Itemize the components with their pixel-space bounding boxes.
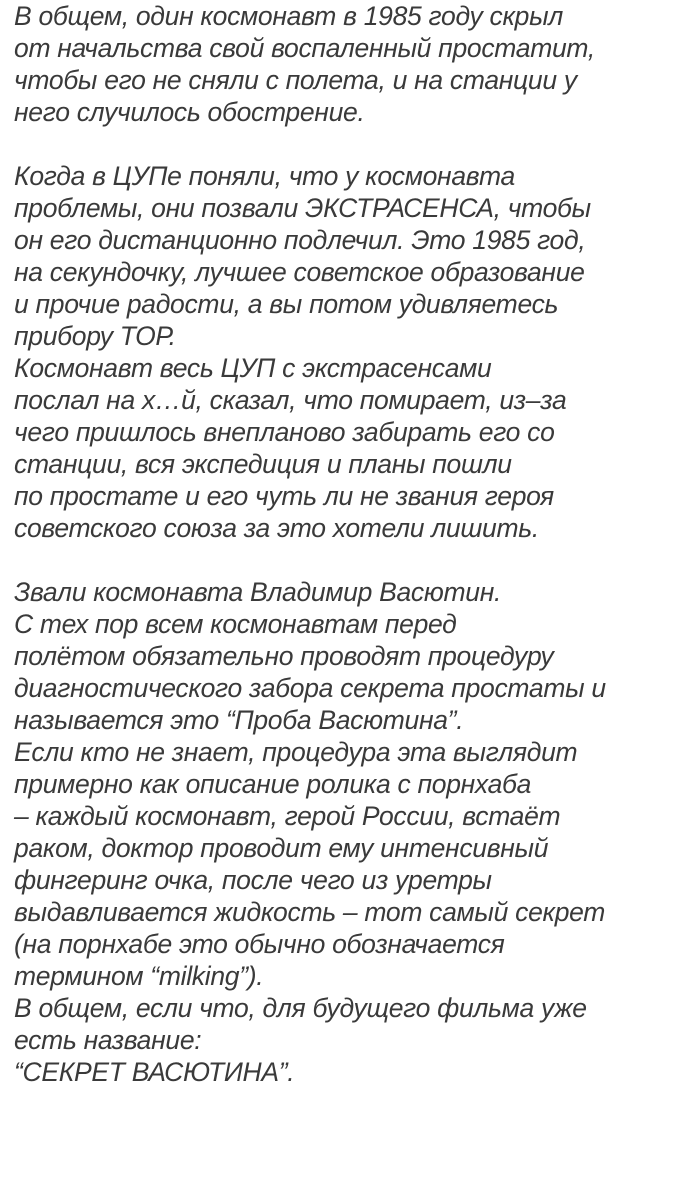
post-text — [14, 0, 674, 1088]
text-line: В общем, если что, для будущего фильма уже — [14, 993, 587, 1023]
text-line: полётом обязательно проводят процедуру — [14, 641, 554, 671]
text-line: Космонавт весь ЦУП с экстрасенсами — [14, 353, 492, 383]
text-line: Когда в ЦУПе поняли, что у космонавта — [14, 161, 515, 191]
text-line: диагностического забора секрета простаты и — [14, 673, 606, 703]
text-line: Если кто не знает, процедура эта выглядит — [14, 737, 578, 767]
text-line: примерно как описание ролика с порнхаба — [14, 769, 532, 799]
text-line: С тех пор всем космонавтам перед — [14, 609, 457, 639]
text-line: выдавливается жидкость – тот самый секрет — [14, 897, 606, 927]
paragraph-spacer — [14, 128, 674, 160]
text-line: проблемы, они позвали ЭКСТРАСЕНСА, чтобы — [14, 193, 591, 223]
text-line: советского союза за это хотели лишить. — [14, 513, 539, 543]
text-line: чтобы его не сняли с полета, и на станции у — [14, 65, 577, 95]
text-line: есть название: — [14, 1025, 202, 1055]
text-line: В общем, один космонавт в 1985 году скрыл — [14, 1, 563, 31]
text-line: чего пришлось внепланово забирать его со — [14, 417, 555, 447]
paragraph-2 — [14, 160, 674, 544]
paragraph-3 — [14, 576, 674, 1088]
paragraph-1 — [14, 0, 674, 128]
text-line: послал на х…й, сказал, что помирает, из–за — [14, 385, 567, 415]
text-line: станции, вся экспедиция и планы пошли — [14, 449, 512, 479]
text-line: термином “milking”). — [14, 961, 264, 991]
text-line: он его дистанционно подлечил. Это 1985 год, — [14, 225, 586, 255]
text-line: называется это “Проба Васютина”. — [14, 705, 464, 735]
text-line: – каждый космонавт, герой России, встаёт — [14, 801, 561, 831]
text-line: Звали космонавта Владимир Васютин. — [14, 577, 502, 607]
text-line: фингеринг очка, после чего из уретры — [14, 865, 492, 895]
text-line: на секундочку, лучшее советское образование — [14, 257, 585, 287]
text-line: “СЕКРЕТ ВАСЮТИНА”. — [14, 1057, 295, 1087]
text-line: прибору ТОР. — [14, 321, 176, 351]
paragraph-spacer — [14, 544, 674, 576]
text-line: по простате и его чуть ли не звания героя — [14, 481, 554, 511]
text-line: раком, доктор проводит ему интенсивный — [14, 833, 549, 863]
text-line: и прочие радости, а вы потом удивляетесь — [14, 289, 559, 319]
text-line: (на порнхабе это обычно обозначается — [14, 929, 505, 959]
text-line: от начальства свой воспаленный простатит, — [14, 33, 595, 63]
text-line: него случилось обострение. — [14, 97, 365, 127]
